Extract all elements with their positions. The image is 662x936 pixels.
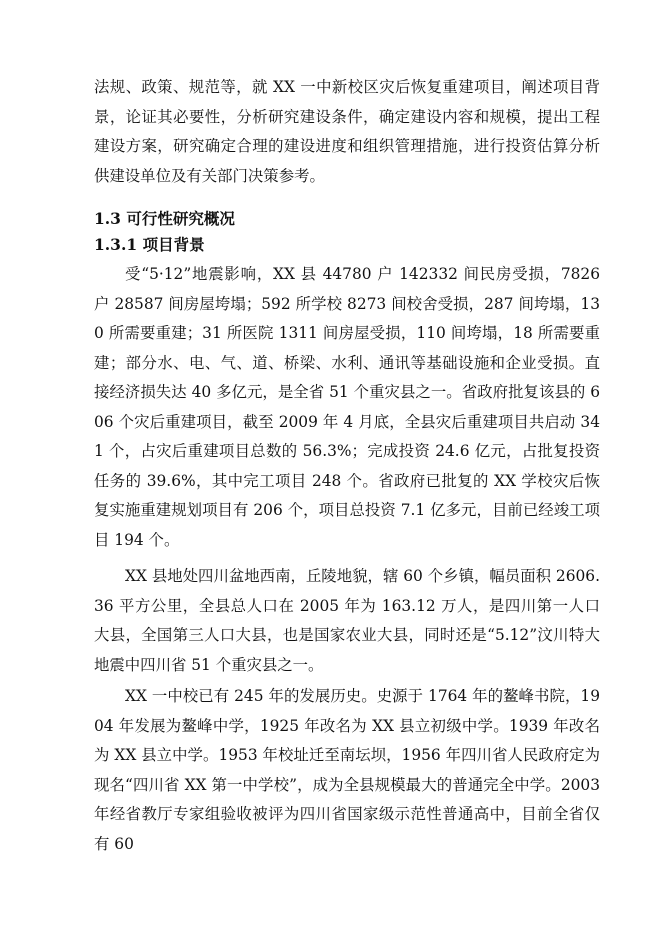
- section-title: 可行性研究概况: [126, 210, 235, 228]
- background-paragraph: 受“5·12”地震影响，XX 县 44780 户 142332 间民房受损，7826 户 28587 间房屋垮塌；592 所学校 8273 间校舍受损，287 间垮塌，130 所需要重建；31 所医院 1311 间房屋受损，110 间垮塌，18 所需要重建；部分水、电、气、道、桥梁、水利、通讯等基础设施和企业受损。直接经济损失达 40 多亿元，是全省 51 个重灾县之一。省政府批复该县的 606 个灾后重建项目，截至 2009 年 4 月底，全县灾后重建项目共启动 341 个，占灾后重建项目总数的 56.3%；完成投资 24.6 亿元，占批复投资任务的 39.6%，其中完工项目 248 个。省政府已批复的 XX 学校灾后恢复实施重建规划项目有 206 个，项目总投资 7.1 亿多元，目前已经竣工项目 194 个。: [94, 265, 600, 549]
- intro-paragraph: 法规、政策、规范等，就 XX 一中新校区灾后恢复重建项目，阐述项目背景，论证其必要性，分析研究建设条件，确定建设内容和规模，提出工程建设方案，研究确定合理的建设进度和组织管理措施，进行投资估算分析供建设单位及有关部门决策参考。: [94, 78, 600, 185]
- subsection-title: 项目背景: [142, 236, 205, 254]
- school-history-paragraph: XX 一中校已有 245 年的发展历史。史源于 1764 年的鳌峰书院，1904 年发展为鳌峰中学，1925 年改名为 XX 县立初级中学。1939 年改名为 XX 县立中学。1953 年校址迁至南坛坝，1956 年四川省人民政府定为现名“四川省 XX 第一中学校”，成为全县规模最大的普通完全中学。2003 年经省教厅专家组验收被评为四川省国家级示范性普通高中，目前全省仅有 60: [94, 687, 600, 853]
- section-number: 1.3: [94, 209, 121, 228]
- section-heading: [94, 208, 235, 230]
- subsection-heading: [94, 234, 205, 256]
- subsection-number: 1.3.1: [94, 235, 138, 254]
- county-paragraph: XX 县地处四川盆地西南，丘陵地貌，辖 60 个乡镇，幅员面积 2606.36 平方公里，全县总人口在 2005 年为 163.12 万人，是四川第一人口大县，全国第三人口大县，也是国家农业大县，同时还是“5.12”汶川特大地震中四川省 51 个重灾县之一。: [94, 567, 600, 674]
